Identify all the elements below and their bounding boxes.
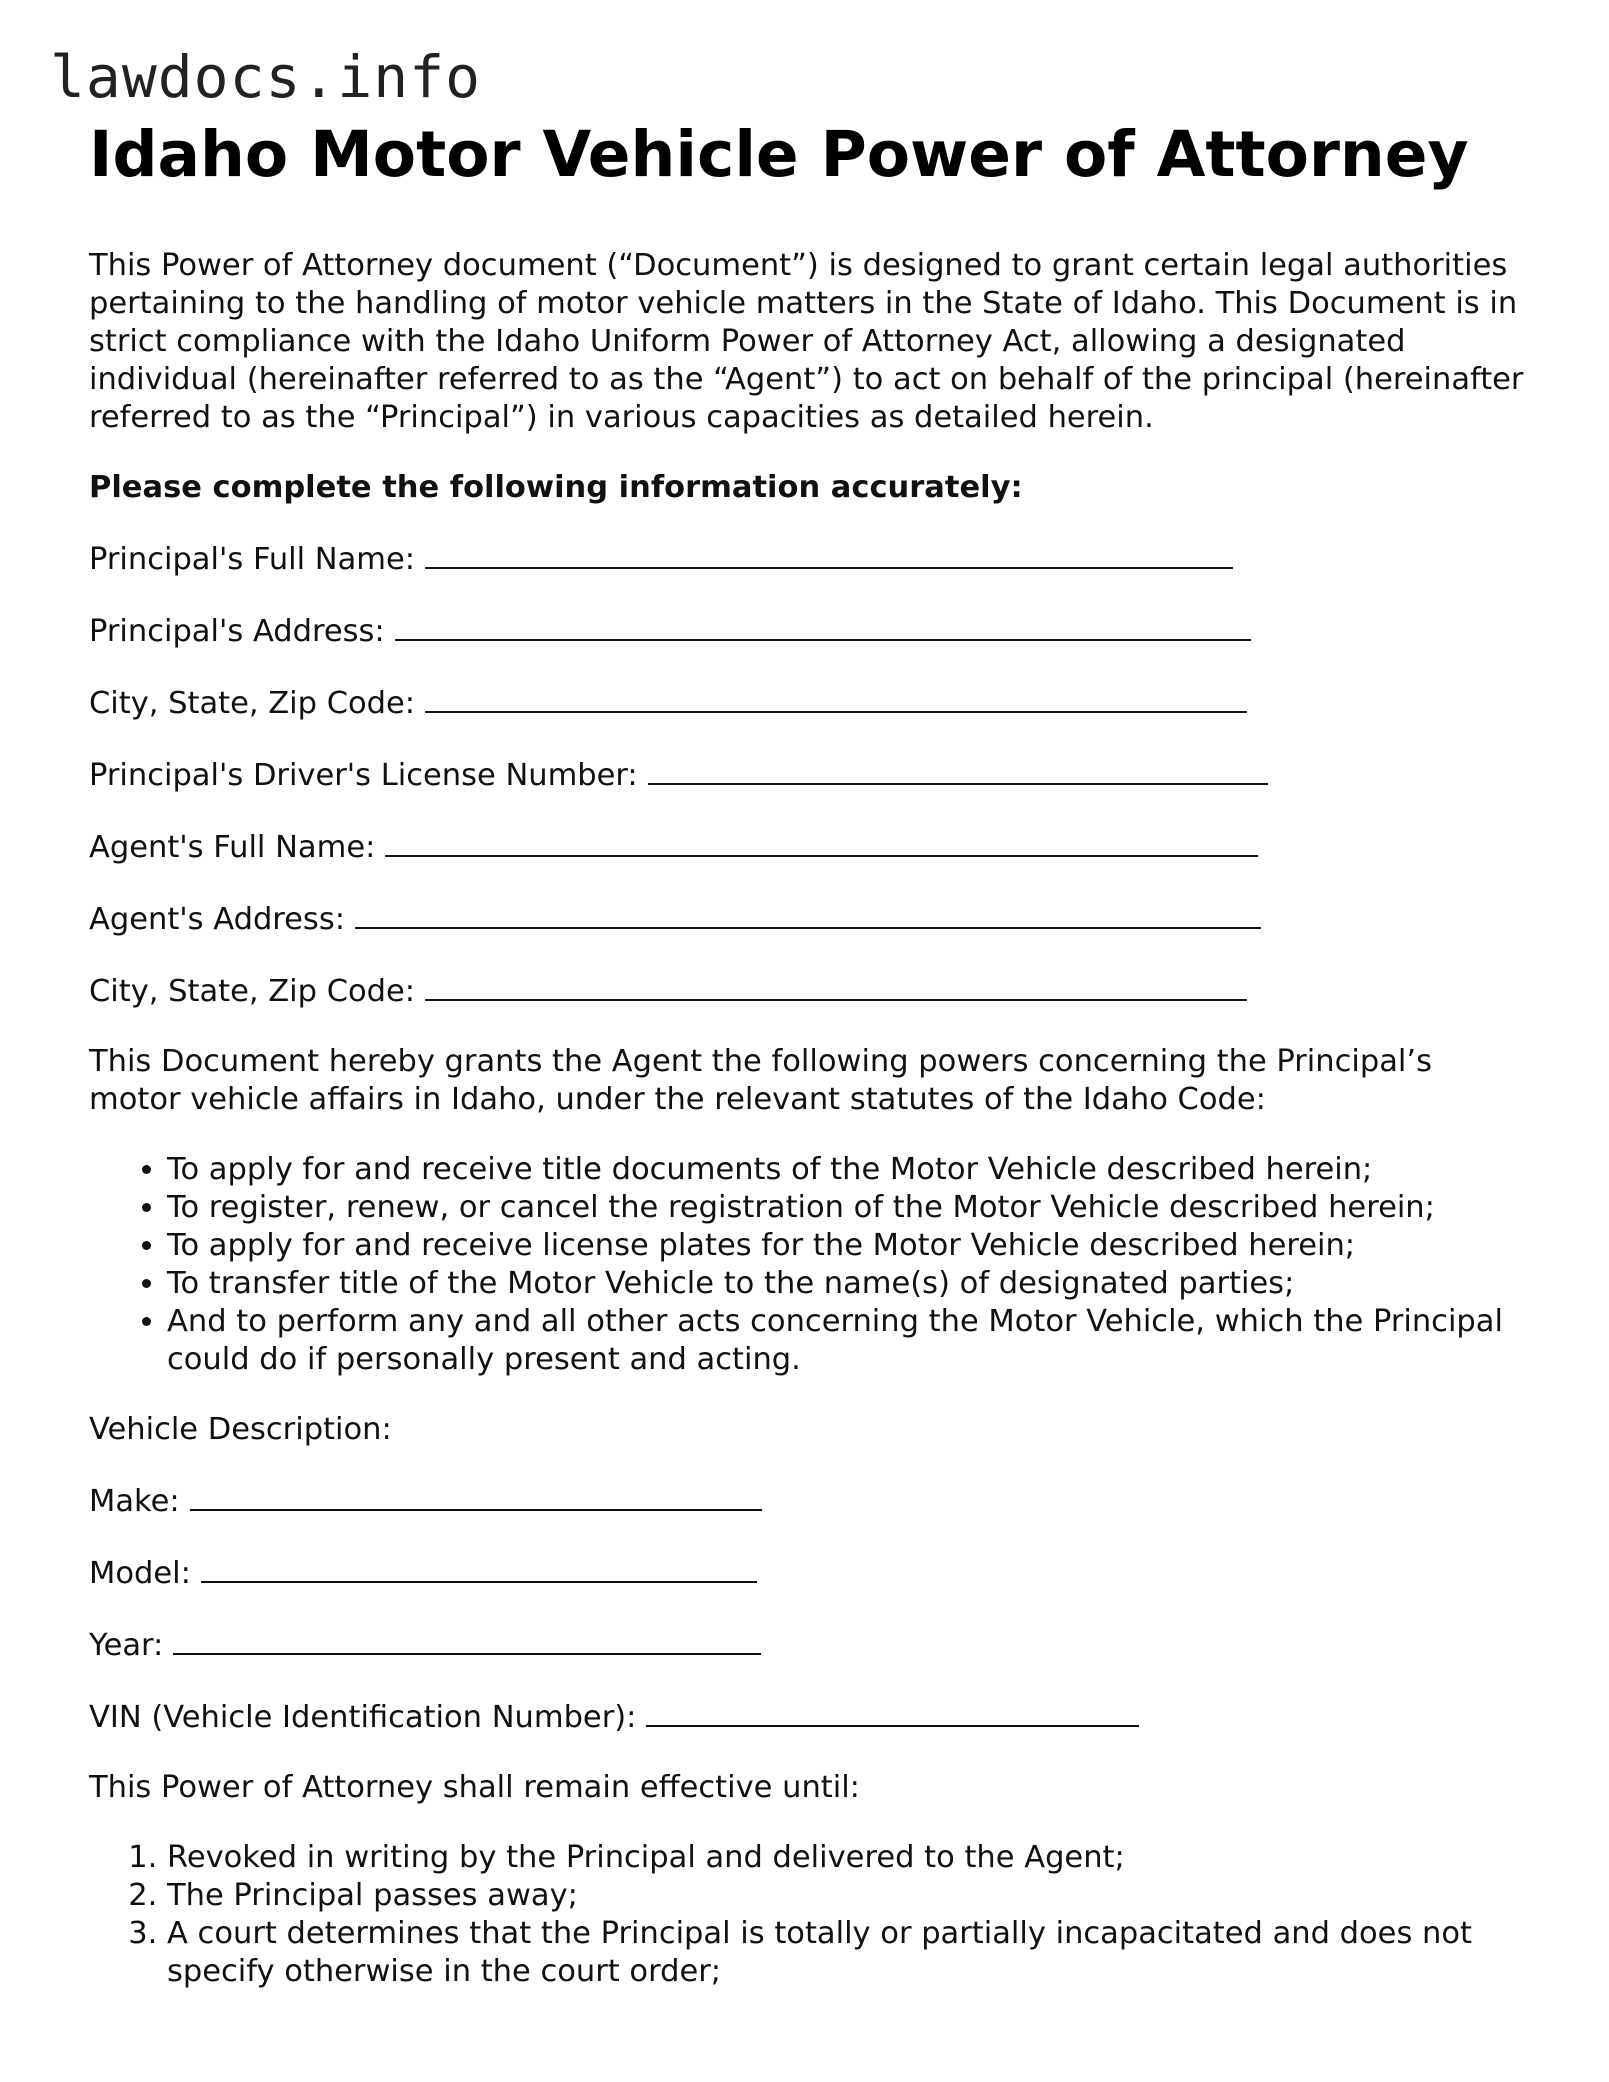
power-item: • To apply for and receive license plates for the Motor Vehicle described herein; — [167, 1227, 1529, 1265]
agent-city-state-zip-blank[interactable] — [425, 971, 1247, 1001]
powers-list — [89, 1151, 1529, 1379]
agent-address-field — [89, 899, 1529, 939]
field-label: Principal's Driver's License Number: — [89, 758, 638, 793]
conditions-list — [89, 1839, 1529, 1991]
principal-license-field — [89, 755, 1529, 795]
principal-city-state-zip-field — [89, 683, 1529, 723]
site-watermark: lawdocs.info — [50, 43, 482, 111]
field-label: Model: — [89, 1556, 191, 1591]
intro-paragraph: This Power of Attorney document (“Document”) is designed to grant certain legal authorities pertaining to the handling of motor vehicle matters in the State of Idaho. This Document is in strict compliance with the Idaho Uniform Power of Attorney Act, allowing a designated individual (hereinafter referred to as the “Agent”) to act on behalf of the principal (hereinafter referred to as the “Principal”) in various capacities as detailed herein. — [89, 248, 1524, 435]
vehicle-vin-blank[interactable] — [646, 1697, 1139, 1727]
effective-intro: This Power of Attorney shall remain effective until: — [89, 1770, 860, 1805]
vehicle-vin-field — [89, 1697, 1529, 1737]
principal-city-state-zip-blank[interactable] — [425, 683, 1247, 713]
power-item: • To apply for and receive title documents of the Motor Vehicle described herein; — [167, 1151, 1529, 1189]
vehicle-year-blank[interactable] — [173, 1625, 761, 1655]
document-page — [89, 115, 1529, 1991]
principal-name-blank[interactable] — [425, 539, 1233, 569]
document-title: Idaho Motor Vehicle Power of Attorney — [89, 118, 1469, 191]
condition-item: 1. Revoked in writing by the Principal and delivered to the Agent; — [167, 1839, 1529, 1877]
condition-item: 2. The Principal passes away; — [167, 1877, 1529, 1915]
agent-city-state-zip-field — [89, 971, 1529, 1011]
agent-name-blank[interactable] — [385, 827, 1258, 857]
field-label: City, State, Zip Code: — [89, 974, 416, 1009]
principal-name-field — [89, 539, 1529, 579]
field-label: Principal's Full Name: — [89, 542, 416, 577]
field-label: Make: — [89, 1484, 180, 1519]
field-label: Year: — [89, 1628, 164, 1663]
field-label: VIN (Vehicle Identification Number): — [89, 1700, 637, 1735]
field-label: City, State, Zip Code: — [89, 686, 416, 721]
principal-address-blank[interactable] — [395, 611, 1251, 641]
vehicle-model-blank[interactable] — [201, 1553, 757, 1583]
principal-license-blank[interactable] — [648, 755, 1268, 785]
principal-address-field — [89, 611, 1529, 651]
instruction-text: Please complete the following information accurately: — [89, 470, 1023, 505]
field-label: Agent's Full Name: — [89, 830, 376, 865]
condition-item: 3. A court determines that the Principal is totally or partially incapacitated and does not specify otherwise in the court order; — [167, 1915, 1529, 1991]
vehicle-make-blank[interactable] — [190, 1481, 762, 1511]
agent-name-field — [89, 827, 1529, 867]
power-item: • And to perform any and all other acts concerning the Motor Vehicle, which the Principal could do if personally present and acting. — [167, 1303, 1529, 1379]
agent-address-blank[interactable] — [355, 899, 1261, 929]
field-label: Principal's Address: — [89, 614, 385, 649]
vehicle-year-field — [89, 1625, 1529, 1665]
power-item: • To transfer title of the Motor Vehicle to the name(s) of designated parties; — [167, 1265, 1529, 1303]
power-item: • To register, renew, or cancel the registration of the Motor Vehicle described herein; — [167, 1189, 1529, 1227]
vehicle-model-field — [89, 1553, 1529, 1593]
vehicle-description-heading: Vehicle Description: — [89, 1412, 392, 1447]
powers-intro: This Document hereby grants the Agent the following powers concerning the Principal’s motor vehicle affairs in Idaho, under the relevant statutes of the Idaho Code: — [89, 1044, 1432, 1117]
vehicle-make-field — [89, 1481, 1529, 1521]
field-label: Agent's Address: — [89, 902, 345, 937]
